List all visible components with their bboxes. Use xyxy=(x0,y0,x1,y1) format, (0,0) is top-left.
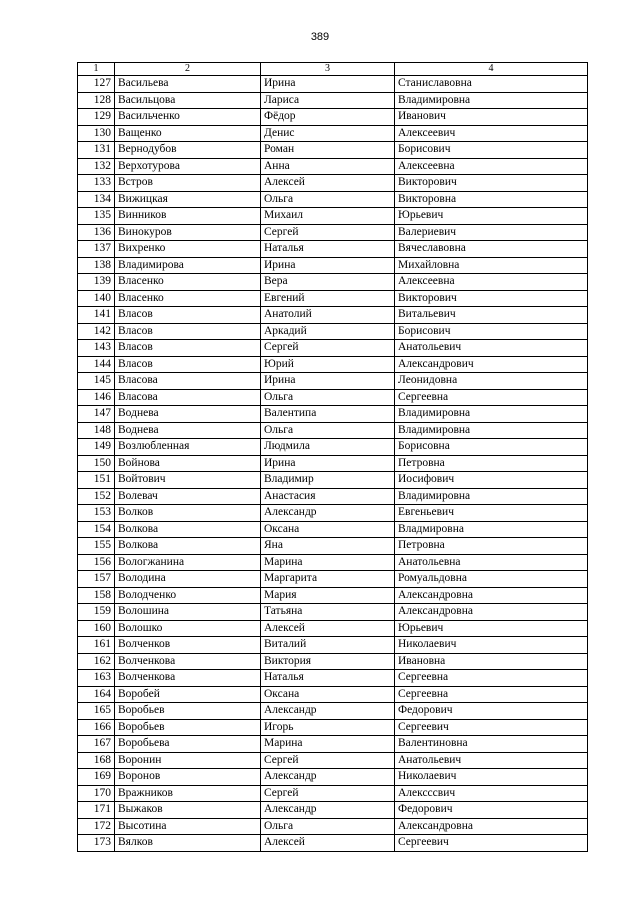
page-number: 389 xyxy=(310,31,330,43)
table-row xyxy=(78,670,588,687)
patronymic-cell: Борисович xyxy=(395,323,588,340)
surname-cell: Верхотурова xyxy=(115,158,261,175)
surname-cell: Владимирова xyxy=(115,257,261,274)
patronymic-cell: Иосифович xyxy=(395,472,588,489)
patronymic-cell: Петровна xyxy=(395,455,588,472)
table-row xyxy=(78,290,588,307)
first-name-cell: Анастасия xyxy=(261,488,395,505)
surname-cell: Войнова xyxy=(115,455,261,472)
patronymic-cell: Александровна xyxy=(395,818,588,835)
patronymic-cell: Сергеевна xyxy=(395,389,588,406)
first-name-cell: Виталий xyxy=(261,637,395,654)
row-number-cell: 160 xyxy=(78,620,115,637)
patronymic-cell: Александровна xyxy=(395,587,588,604)
patronymic-cell: Викторович xyxy=(395,175,588,192)
patronymic-cell: Борисович xyxy=(395,142,588,159)
surname-cell: Волченкова xyxy=(115,653,261,670)
first-name-cell: Валентипа xyxy=(261,406,395,423)
patronymic-cell: Владимировна xyxy=(395,92,588,109)
patronymic-cell: Сергеевич xyxy=(395,835,588,852)
first-name-cell: Наталья xyxy=(261,241,395,258)
first-name-cell: Лариса xyxy=(261,92,395,109)
column-header-number: 1 xyxy=(78,63,115,76)
table-row xyxy=(78,653,588,670)
table-row xyxy=(78,191,588,208)
first-name-cell: Марина xyxy=(261,736,395,753)
row-number-cell: 154 xyxy=(78,521,115,538)
row-number-cell: 133 xyxy=(78,175,115,192)
row-number-cell: 149 xyxy=(78,439,115,456)
first-name-cell: Ирина xyxy=(261,373,395,390)
surname-cell: Волошина xyxy=(115,604,261,621)
patronymic-cell: Анатольевич xyxy=(395,752,588,769)
patronymic-cell: Алексеевич xyxy=(395,125,588,142)
surname-cell: Васильева xyxy=(115,76,261,93)
row-number-cell: 155 xyxy=(78,538,115,555)
surname-cell: Волкова xyxy=(115,538,261,555)
table-row xyxy=(78,571,588,588)
first-name-cell: Ольга xyxy=(261,389,395,406)
table-row xyxy=(78,241,588,258)
surname-cell: Волченкова xyxy=(115,670,261,687)
patronymic-cell: Станиславовна xyxy=(395,76,588,93)
table-row xyxy=(78,125,588,142)
table-row xyxy=(78,92,588,109)
row-number-cell: 153 xyxy=(78,505,115,522)
table-row xyxy=(78,538,588,555)
surname-cell: Вихренко xyxy=(115,241,261,258)
patronymic-cell: Иванович xyxy=(395,109,588,126)
row-number-cell: 171 xyxy=(78,802,115,819)
patronymic-cell: Викторович xyxy=(395,290,588,307)
first-name-cell: Ольга xyxy=(261,818,395,835)
patronymic-cell: Витальевич xyxy=(395,307,588,324)
table-row xyxy=(78,406,588,423)
column-header-patronymic: 4 xyxy=(395,63,588,76)
table-row xyxy=(78,224,588,241)
row-number-cell: 140 xyxy=(78,290,115,307)
patronymic-cell: Анатольевич xyxy=(395,340,588,357)
row-number-cell: 164 xyxy=(78,686,115,703)
patronymic-cell: Александрович xyxy=(395,356,588,373)
surname-cell: Власова xyxy=(115,373,261,390)
row-number-cell: 172 xyxy=(78,818,115,835)
row-number-cell: 169 xyxy=(78,769,115,786)
patronymic-cell: Анатольевна xyxy=(395,554,588,571)
surname-cell: Воднева xyxy=(115,422,261,439)
first-name-cell: Александр xyxy=(261,703,395,720)
row-number-cell: 132 xyxy=(78,158,115,175)
surname-cell: Володченко xyxy=(115,587,261,604)
patronymic-cell: Юрьевич xyxy=(395,208,588,225)
surname-cell: Волков xyxy=(115,505,261,522)
table-row xyxy=(78,785,588,802)
table-row xyxy=(78,703,588,720)
row-number-cell: 138 xyxy=(78,257,115,274)
first-name-cell: Сергей xyxy=(261,752,395,769)
row-number-cell: 156 xyxy=(78,554,115,571)
surname-cell: Власенко xyxy=(115,274,261,291)
first-name-cell: Анна xyxy=(261,158,395,175)
first-name-cell: Евгений xyxy=(261,290,395,307)
surname-cell: Волкова xyxy=(115,521,261,538)
surname-cell: Вернодубов xyxy=(115,142,261,159)
first-name-cell: Анатолий xyxy=(261,307,395,324)
patronymic-cell: Ивановна xyxy=(395,653,588,670)
row-number-cell: 168 xyxy=(78,752,115,769)
first-name-cell: Александр xyxy=(261,505,395,522)
row-number-cell: 173 xyxy=(78,835,115,852)
first-name-cell: Вера xyxy=(261,274,395,291)
row-number-cell: 167 xyxy=(78,736,115,753)
patronymic-cell: Петровна xyxy=(395,538,588,555)
first-name-cell: Наталья xyxy=(261,670,395,687)
table-row xyxy=(78,422,588,439)
patronymic-cell: Владимировна xyxy=(395,488,588,505)
table-row xyxy=(78,604,588,621)
row-number-cell: 158 xyxy=(78,587,115,604)
table-row xyxy=(78,505,588,522)
surname-cell: Володина xyxy=(115,571,261,588)
first-name-cell: Марина xyxy=(261,554,395,571)
surname-cell: Воробьева xyxy=(115,736,261,753)
first-name-cell: Алексей xyxy=(261,835,395,852)
table-row xyxy=(78,307,588,324)
patronymic-cell: Сергеевич xyxy=(395,719,588,736)
table-row xyxy=(78,818,588,835)
patronymic-cell: Михайловна xyxy=(395,257,588,274)
row-number-cell: 128 xyxy=(78,92,115,109)
row-number-cell: 131 xyxy=(78,142,115,159)
surname-cell: Власенко xyxy=(115,290,261,307)
table-row xyxy=(78,373,588,390)
table-row xyxy=(78,76,588,93)
table-row xyxy=(78,769,588,786)
surname-cell: Власов xyxy=(115,356,261,373)
table-row xyxy=(78,158,588,175)
first-name-cell: Сергей xyxy=(261,340,395,357)
table-row xyxy=(78,208,588,225)
row-number-cell: 163 xyxy=(78,670,115,687)
first-name-cell: Юрий xyxy=(261,356,395,373)
patronymic-cell: Сергеевна xyxy=(395,670,588,687)
patronymic-cell: Сергеевна xyxy=(395,686,588,703)
surname-cell: Воробей xyxy=(115,686,261,703)
table-row xyxy=(78,835,588,852)
table-row xyxy=(78,439,588,456)
row-number-cell: 150 xyxy=(78,455,115,472)
table-row xyxy=(78,620,588,637)
first-name-cell: Людмила xyxy=(261,439,395,456)
patronymic-cell: Николаевич xyxy=(395,637,588,654)
surname-cell: Ващенко xyxy=(115,125,261,142)
patronymic-cell: Николаевич xyxy=(395,769,588,786)
surname-cell: Высотина xyxy=(115,818,261,835)
first-name-cell: Мария xyxy=(261,587,395,604)
table-row xyxy=(78,340,588,357)
surname-cell: Воробьев xyxy=(115,703,261,720)
first-name-cell: Аркадий xyxy=(261,323,395,340)
table-header-row xyxy=(78,63,588,76)
surname-cell: Воронов xyxy=(115,769,261,786)
surname-cell: Войтович xyxy=(115,472,261,489)
surname-cell: Вижицкая xyxy=(115,191,261,208)
patronymic-cell: Александровна xyxy=(395,604,588,621)
surname-cell: Вражников xyxy=(115,785,261,802)
row-number-cell: 134 xyxy=(78,191,115,208)
patronymic-cell: Владмировна xyxy=(395,521,588,538)
first-name-cell: Фёдор xyxy=(261,109,395,126)
first-name-cell: Сергей xyxy=(261,224,395,241)
patronymic-cell: Алексеевна xyxy=(395,274,588,291)
table-row xyxy=(78,488,588,505)
row-number-cell: 130 xyxy=(78,125,115,142)
row-number-cell: 148 xyxy=(78,422,115,439)
first-name-cell: Алексей xyxy=(261,620,395,637)
first-name-cell: Сергей xyxy=(261,785,395,802)
first-name-cell: Ольга xyxy=(261,422,395,439)
patronymic-cell: Борисовна xyxy=(395,439,588,456)
surname-cell: Вологжанина xyxy=(115,554,261,571)
first-name-cell: Ирина xyxy=(261,455,395,472)
table-row xyxy=(78,175,588,192)
surname-cell: Волошко xyxy=(115,620,261,637)
surname-cell: Волевач xyxy=(115,488,261,505)
patronymic-cell: Ромуальдовна xyxy=(395,571,588,588)
row-number-cell: 157 xyxy=(78,571,115,588)
first-name-cell: Денис xyxy=(261,125,395,142)
table-row xyxy=(78,389,588,406)
first-name-cell: Яна xyxy=(261,538,395,555)
patronymic-cell: Вячеславовна xyxy=(395,241,588,258)
row-number-cell: 170 xyxy=(78,785,115,802)
first-name-cell: Маргарита xyxy=(261,571,395,588)
row-number-cell: 161 xyxy=(78,637,115,654)
surname-cell: Власов xyxy=(115,340,261,357)
table-row xyxy=(78,719,588,736)
first-name-cell: Александр xyxy=(261,769,395,786)
table-row xyxy=(78,736,588,753)
row-number-cell: 152 xyxy=(78,488,115,505)
first-name-cell: Михаил xyxy=(261,208,395,225)
column-header-first-name: 3 xyxy=(261,63,395,76)
patronymic-cell: Владимировна xyxy=(395,422,588,439)
column-header-surname: 2 xyxy=(115,63,261,76)
row-number-cell: 143 xyxy=(78,340,115,357)
table-row xyxy=(78,274,588,291)
patronymic-cell: Федорович xyxy=(395,703,588,720)
table-row xyxy=(78,686,588,703)
surname-cell: Васильченко xyxy=(115,109,261,126)
surname-cell: Власов xyxy=(115,307,261,324)
surname-cell: Встров xyxy=(115,175,261,192)
row-number-cell: 129 xyxy=(78,109,115,126)
first-name-cell: Ольга xyxy=(261,191,395,208)
row-number-cell: 137 xyxy=(78,241,115,258)
first-name-cell: Оксана xyxy=(261,686,395,703)
row-number-cell: 139 xyxy=(78,274,115,291)
patronymic-cell: Викторовна xyxy=(395,191,588,208)
row-number-cell: 165 xyxy=(78,703,115,720)
first-name-cell: Оксана xyxy=(261,521,395,538)
row-number-cell: 141 xyxy=(78,307,115,324)
row-number-cell: 146 xyxy=(78,389,115,406)
table-row xyxy=(78,142,588,159)
table-row xyxy=(78,587,588,604)
patronymic-cell: Леонидовна xyxy=(395,373,588,390)
first-name-cell: Александр xyxy=(261,802,395,819)
first-name-cell: Татьяна xyxy=(261,604,395,621)
table-row xyxy=(78,257,588,274)
first-name-cell: Алексей xyxy=(261,175,395,192)
surname-cell: Выжаков xyxy=(115,802,261,819)
table-row xyxy=(78,356,588,373)
patronymic-cell: Евгеньевич xyxy=(395,505,588,522)
surname-cell: Воробьев xyxy=(115,719,261,736)
patronymic-cell: Владимировна xyxy=(395,406,588,423)
surname-cell: Возлюбленная xyxy=(115,439,261,456)
table-row xyxy=(78,802,588,819)
surname-cell: Власова xyxy=(115,389,261,406)
row-number-cell: 135 xyxy=(78,208,115,225)
row-number-cell: 166 xyxy=(78,719,115,736)
first-name-cell: Ирина xyxy=(261,257,395,274)
table-row xyxy=(78,752,588,769)
surname-cell: Васильцова xyxy=(115,92,261,109)
surname-cell: Винокуров xyxy=(115,224,261,241)
table-row xyxy=(78,521,588,538)
surname-cell: Волченков xyxy=(115,637,261,654)
row-number-cell: 144 xyxy=(78,356,115,373)
table-row xyxy=(78,554,588,571)
patronymic-cell: Юрьевич xyxy=(395,620,588,637)
patronymic-cell: Алексеевна xyxy=(395,158,588,175)
surname-cell: Власов xyxy=(115,323,261,340)
row-number-cell: 159 xyxy=(78,604,115,621)
surname-cell: Воднева xyxy=(115,406,261,423)
row-number-cell: 142 xyxy=(78,323,115,340)
first-name-cell: Роман xyxy=(261,142,395,159)
row-number-cell: 162 xyxy=(78,653,115,670)
surname-cell: Воронин xyxy=(115,752,261,769)
row-number-cell: 145 xyxy=(78,373,115,390)
first-name-cell: Игорь xyxy=(261,719,395,736)
names-table xyxy=(77,62,588,852)
row-number-cell: 136 xyxy=(78,224,115,241)
patronymic-cell: Алексссвич xyxy=(395,785,588,802)
table-row xyxy=(78,455,588,472)
table-row xyxy=(78,109,588,126)
first-name-cell: Ирина xyxy=(261,76,395,93)
patronymic-cell: Федорович xyxy=(395,802,588,819)
row-number-cell: 147 xyxy=(78,406,115,423)
table-row xyxy=(78,323,588,340)
surname-cell: Вялков xyxy=(115,835,261,852)
patronymic-cell: Валериевич xyxy=(395,224,588,241)
first-name-cell: Виктория xyxy=(261,653,395,670)
surname-cell: Винников xyxy=(115,208,261,225)
row-number-cell: 151 xyxy=(78,472,115,489)
patronymic-cell: Валентиновна xyxy=(395,736,588,753)
row-number-cell: 127 xyxy=(78,76,115,93)
first-name-cell: Владимир xyxy=(261,472,395,489)
table-row xyxy=(78,637,588,654)
table-row xyxy=(78,472,588,489)
